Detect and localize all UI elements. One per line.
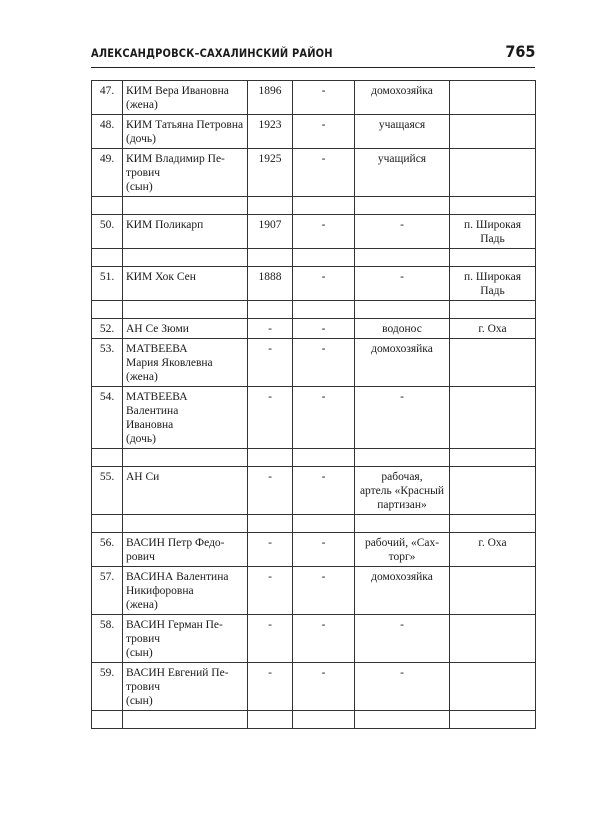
separator-row	[92, 249, 536, 267]
person-name-cell: МАТВЕЕВА Валентина Ивановна (дочь)	[123, 387, 248, 449]
table-row	[92, 115, 536, 149]
birth-year-cell: -	[248, 339, 293, 387]
birth-year-cell: -	[248, 467, 293, 515]
person-name-cell: КИМ Поликарп	[123, 215, 248, 249]
place-cell	[450, 339, 536, 387]
occupation-cell: -	[355, 663, 450, 711]
table-row	[92, 467, 536, 515]
occupation-cell: -	[355, 267, 450, 301]
table-row	[92, 533, 536, 567]
occupation-cell: домохозяйка	[355, 339, 450, 387]
place-cell	[450, 663, 536, 711]
occupation-cell: -	[355, 387, 450, 449]
table-row	[92, 387, 536, 449]
column-4-value-cell: -	[293, 319, 355, 339]
place-cell	[450, 81, 536, 115]
column-4-value-cell: -	[293, 115, 355, 149]
blank-cell	[123, 449, 248, 467]
blank-cell	[450, 197, 536, 215]
registry-body	[92, 81, 536, 729]
blank-cell	[450, 249, 536, 267]
blank-cell	[92, 515, 123, 533]
person-name-cell: МАТВЕЕВА Мария Яковлевна (жена)	[123, 339, 248, 387]
blank-cell	[355, 515, 450, 533]
person-name-cell: КИМ Владимир Пе- трович (сын)	[123, 149, 248, 197]
table-row	[92, 663, 536, 711]
row-number-cell: 55.	[92, 467, 123, 515]
blank-cell	[92, 301, 123, 319]
blank-cell	[450, 449, 536, 467]
column-4-value-cell: -	[293, 81, 355, 115]
separator-row	[92, 711, 536, 729]
column-4-value-cell: -	[293, 567, 355, 615]
column-4-value-cell: -	[293, 339, 355, 387]
column-4-value-cell: -	[293, 533, 355, 567]
occupation-cell: рабочая, артель «Красный партизан»	[355, 467, 450, 515]
table-row	[92, 339, 536, 387]
row-number-cell: 47.	[92, 81, 123, 115]
blank-cell	[92, 197, 123, 215]
blank-cell	[450, 515, 536, 533]
blank-cell	[248, 711, 293, 729]
blank-cell	[123, 197, 248, 215]
separator-row	[92, 301, 536, 319]
birth-year-cell: -	[248, 615, 293, 663]
running-title: АЛЕКСАНДРОВСК–САХАЛИНСКИЙ РАЙОН	[91, 46, 333, 60]
row-number-cell: 49.	[92, 149, 123, 197]
blank-cell	[355, 301, 450, 319]
table-row	[92, 267, 536, 301]
birth-year-cell: 1896	[248, 81, 293, 115]
table-row	[92, 319, 536, 339]
column-4-value-cell: -	[293, 615, 355, 663]
table-row	[92, 567, 536, 615]
blank-cell	[248, 515, 293, 533]
blank-cell	[293, 301, 355, 319]
birth-year-cell: -	[248, 387, 293, 449]
blank-cell	[293, 197, 355, 215]
birth-year-cell: -	[248, 567, 293, 615]
separator-row	[92, 449, 536, 467]
blank-cell	[248, 197, 293, 215]
column-4-value-cell: -	[293, 387, 355, 449]
birth-year-cell: -	[248, 663, 293, 711]
row-number-cell: 54.	[92, 387, 123, 449]
row-number-cell: 56.	[92, 533, 123, 567]
occupation-cell: водонос	[355, 319, 450, 339]
blank-cell	[248, 249, 293, 267]
birth-year-cell: 1888	[248, 267, 293, 301]
column-4-value-cell: -	[293, 215, 355, 249]
person-name-cell: ВАСИН Петр Федо- рович	[123, 533, 248, 567]
registry-table	[91, 80, 536, 729]
person-name-cell: КИМ Хок Сен	[123, 267, 248, 301]
row-number-cell: 53.	[92, 339, 123, 387]
occupation-cell: домохозяйка	[355, 567, 450, 615]
row-number-cell: 50.	[92, 215, 123, 249]
row-number-cell: 59.	[92, 663, 123, 711]
person-name-cell: ВАСИН Евгений Пе- трович (сын)	[123, 663, 248, 711]
blank-cell	[123, 711, 248, 729]
column-4-value-cell: -	[293, 149, 355, 197]
place-cell: г. Оха	[450, 319, 536, 339]
separator-row	[92, 197, 536, 215]
column-4-value-cell: -	[293, 267, 355, 301]
birth-year-cell: 1923	[248, 115, 293, 149]
occupation-cell: -	[355, 215, 450, 249]
row-number-cell: 52.	[92, 319, 123, 339]
blank-cell	[450, 711, 536, 729]
birth-year-cell: -	[248, 319, 293, 339]
table-row	[92, 81, 536, 115]
occupation-cell: -	[355, 615, 450, 663]
person-name-cell: ВАСИНА Валентина Никифоровна (жена)	[123, 567, 248, 615]
table-row	[92, 615, 536, 663]
place-cell	[450, 615, 536, 663]
person-name-cell: КИМ Вера Ивановна (жена)	[123, 81, 248, 115]
blank-cell	[123, 301, 248, 319]
blank-cell	[450, 301, 536, 319]
blank-cell	[92, 249, 123, 267]
occupation-cell: учащийся	[355, 149, 450, 197]
place-cell	[450, 115, 536, 149]
separator-row	[92, 515, 536, 533]
table-row	[92, 149, 536, 197]
row-number-cell: 58.	[92, 615, 123, 663]
page-number: 765	[504, 42, 535, 61]
birth-year-cell: 1925	[248, 149, 293, 197]
blank-cell	[293, 711, 355, 729]
place-cell: п. Широкая Падь	[450, 215, 536, 249]
blank-cell	[355, 711, 450, 729]
person-name-cell: АН Си	[123, 467, 248, 515]
blank-cell	[355, 197, 450, 215]
header-rule	[91, 67, 535, 68]
blank-cell	[123, 515, 248, 533]
blank-cell	[293, 449, 355, 467]
place-cell: г. Оха	[450, 533, 536, 567]
row-number-cell: 51.	[92, 267, 123, 301]
row-number-cell: 48.	[92, 115, 123, 149]
blank-cell	[123, 249, 248, 267]
blank-cell	[248, 449, 293, 467]
occupation-cell: рабочий, «Сах- торг»	[355, 533, 450, 567]
person-name-cell: КИМ Татьяна Петровна (дочь)	[123, 115, 248, 149]
place-cell	[450, 149, 536, 197]
person-name-cell: ВАСИН Герман Пе- трович (сын)	[123, 615, 248, 663]
place-cell	[450, 387, 536, 449]
column-4-value-cell: -	[293, 663, 355, 711]
place-cell: п. Широкая Падь	[450, 267, 536, 301]
page-header	[91, 44, 535, 64]
table-row	[92, 215, 536, 249]
blank-cell	[92, 449, 123, 467]
blank-cell	[248, 301, 293, 319]
blank-cell	[293, 249, 355, 267]
occupation-cell: учащаяся	[355, 115, 450, 149]
birth-year-cell: -	[248, 533, 293, 567]
blank-cell	[92, 711, 123, 729]
column-4-value-cell: -	[293, 467, 355, 515]
place-cell	[450, 467, 536, 515]
person-name-cell: АН Се Зюми	[123, 319, 248, 339]
place-cell	[450, 567, 536, 615]
blank-cell	[355, 249, 450, 267]
blank-cell	[355, 449, 450, 467]
row-number-cell: 57.	[92, 567, 123, 615]
blank-cell	[293, 515, 355, 533]
occupation-cell: домохозяйка	[355, 81, 450, 115]
birth-year-cell: 1907	[248, 215, 293, 249]
